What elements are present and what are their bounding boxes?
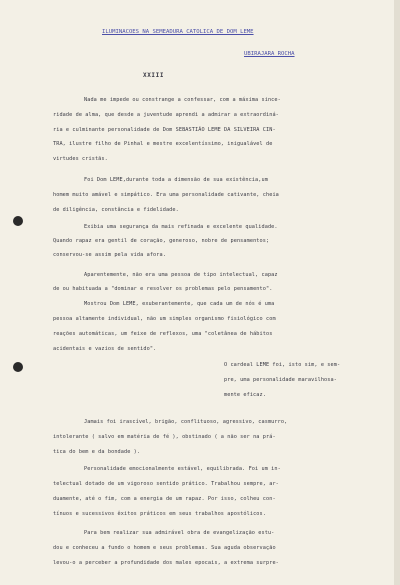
text-line: virtudes cristãs. (53, 156, 108, 162)
page-edge (394, 0, 400, 585)
text-line: tínuos e sucessivos êxitos práticos em seus trabalhos apostólicos. (53, 511, 266, 517)
text-line: ria e culminante personalidade de Dom SEBASTIÃO LEME DA SILVEIRA CIN- (53, 127, 276, 133)
text-line: Quando rapaz era gentil de coração, generoso, nobre de pensamentos; (53, 238, 270, 244)
punch-hole (13, 362, 23, 372)
text-line: mente eficaz. (224, 392, 266, 398)
text-line: de ou habituada a "dominar e resolver os problemas pelo pensamento". (53, 286, 273, 292)
text-line: ridade de alma, que desde a juventude aprendi a admirar a extraordiná- (53, 112, 279, 118)
chapter-number: XXIII (143, 72, 165, 79)
text-line: Jamais foi irascível, brigão, conflituoso, agressivo, casmurro, (84, 419, 288, 425)
text-line: Exibia uma segurança da mais refinada e excelente qualidade. (84, 224, 278, 230)
document-title: ILUMINACOES NA SEMEADURA CATOLICA DE DOM LEME (102, 29, 254, 35)
text-line: dou e conheceu a fundo o homem e seus problemas. Sua aguda observação (53, 545, 276, 551)
text-line: Aparentemente, não era uma pessoa de tipo intelectual, capaz (84, 272, 278, 278)
text-line: pre, uma personalidade maravilhosa- (224, 377, 337, 383)
text-line: O cardeal LEME foi, isto sim, e sem- (224, 362, 341, 368)
text-line: pessoa altamente individual, não um simples organismo fisiológico com (53, 316, 276, 322)
text-line: acidentais e vazios de sentido". (53, 346, 157, 352)
text-line: reações automáticas, um feixe de reflexos, uma "coletânea de hábitos (53, 331, 273, 337)
text-line: homem muito amável e simpático. Era uma personalidade cativante, cheia (53, 192, 279, 198)
text-line: levou-o a perceber a profundidade dos males epocais, a extrema surpre- (53, 560, 279, 566)
text-line: Foi Dom LEME,durante toda a dimensão de sua existência,um (84, 177, 268, 183)
text-line: de diligência, constância e fidelidade. (53, 207, 179, 213)
author-name: UBIRAJARA ROCHA (244, 51, 295, 57)
text-line: tica do bem e da bondade ). (53, 449, 141, 455)
text-line: Mostrou Dom LEME, exuberantemente, que cada um de nós é uma (84, 301, 275, 307)
text-line: TRA, ilustre filho de Pinhal e mestre excelentíssimo, inigualável de (53, 141, 273, 147)
text-line: duamente, até o fim, com a energia de um rapaz. Por isso, colheu con- (53, 496, 276, 502)
text-line: Nada me impede ou constrange a confessar, com a máxima since- (84, 97, 281, 103)
text-line: conservou-se assim pela vida afora. (53, 252, 166, 258)
text-line: Personalidade emocionalmente estável, equilibrada. Foi um in- (84, 466, 281, 472)
punch-hole (13, 216, 23, 226)
text-line: Para bem realizar sua admirável obra de evangelização estu- (84, 530, 275, 536)
text-line: intolerante ( salvo em matéria de fé ), obstinado ( a não ser na prá- (53, 434, 276, 440)
text-line: telectual dotado de um vigoroso sentido prático. Trabalhou sempre, ar- (53, 481, 279, 487)
